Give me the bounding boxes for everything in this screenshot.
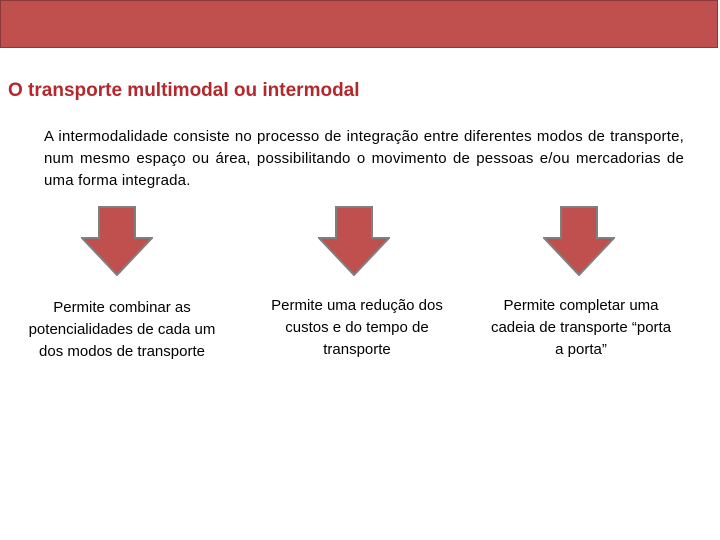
point-caption-3: Permite completar uma cadeia de transporte “porta a porta”: [490, 297, 672, 358]
down-arrow-icon: [543, 206, 615, 276]
intro-paragraph: A intermodalidade consiste no processo de integração entre diferentes modos de transporte, num mesmo espaço ou área, possibilitando o movimento de pessoas e/ou mercadorias de uma forma integrada.: [44, 128, 684, 189]
top-banner: [0, 0, 718, 48]
slide-title: O transporte multimodal ou intermodal: [8, 80, 360, 101]
down-arrow-icon: [81, 206, 153, 276]
point-caption-1: Permite combinar as potencialidades de cada um dos modos de transporte: [28, 299, 216, 360]
point-caption-2: Permite uma redução dos custos e do tempo de transporte: [271, 297, 443, 358]
down-arrow-icon: [318, 206, 390, 276]
